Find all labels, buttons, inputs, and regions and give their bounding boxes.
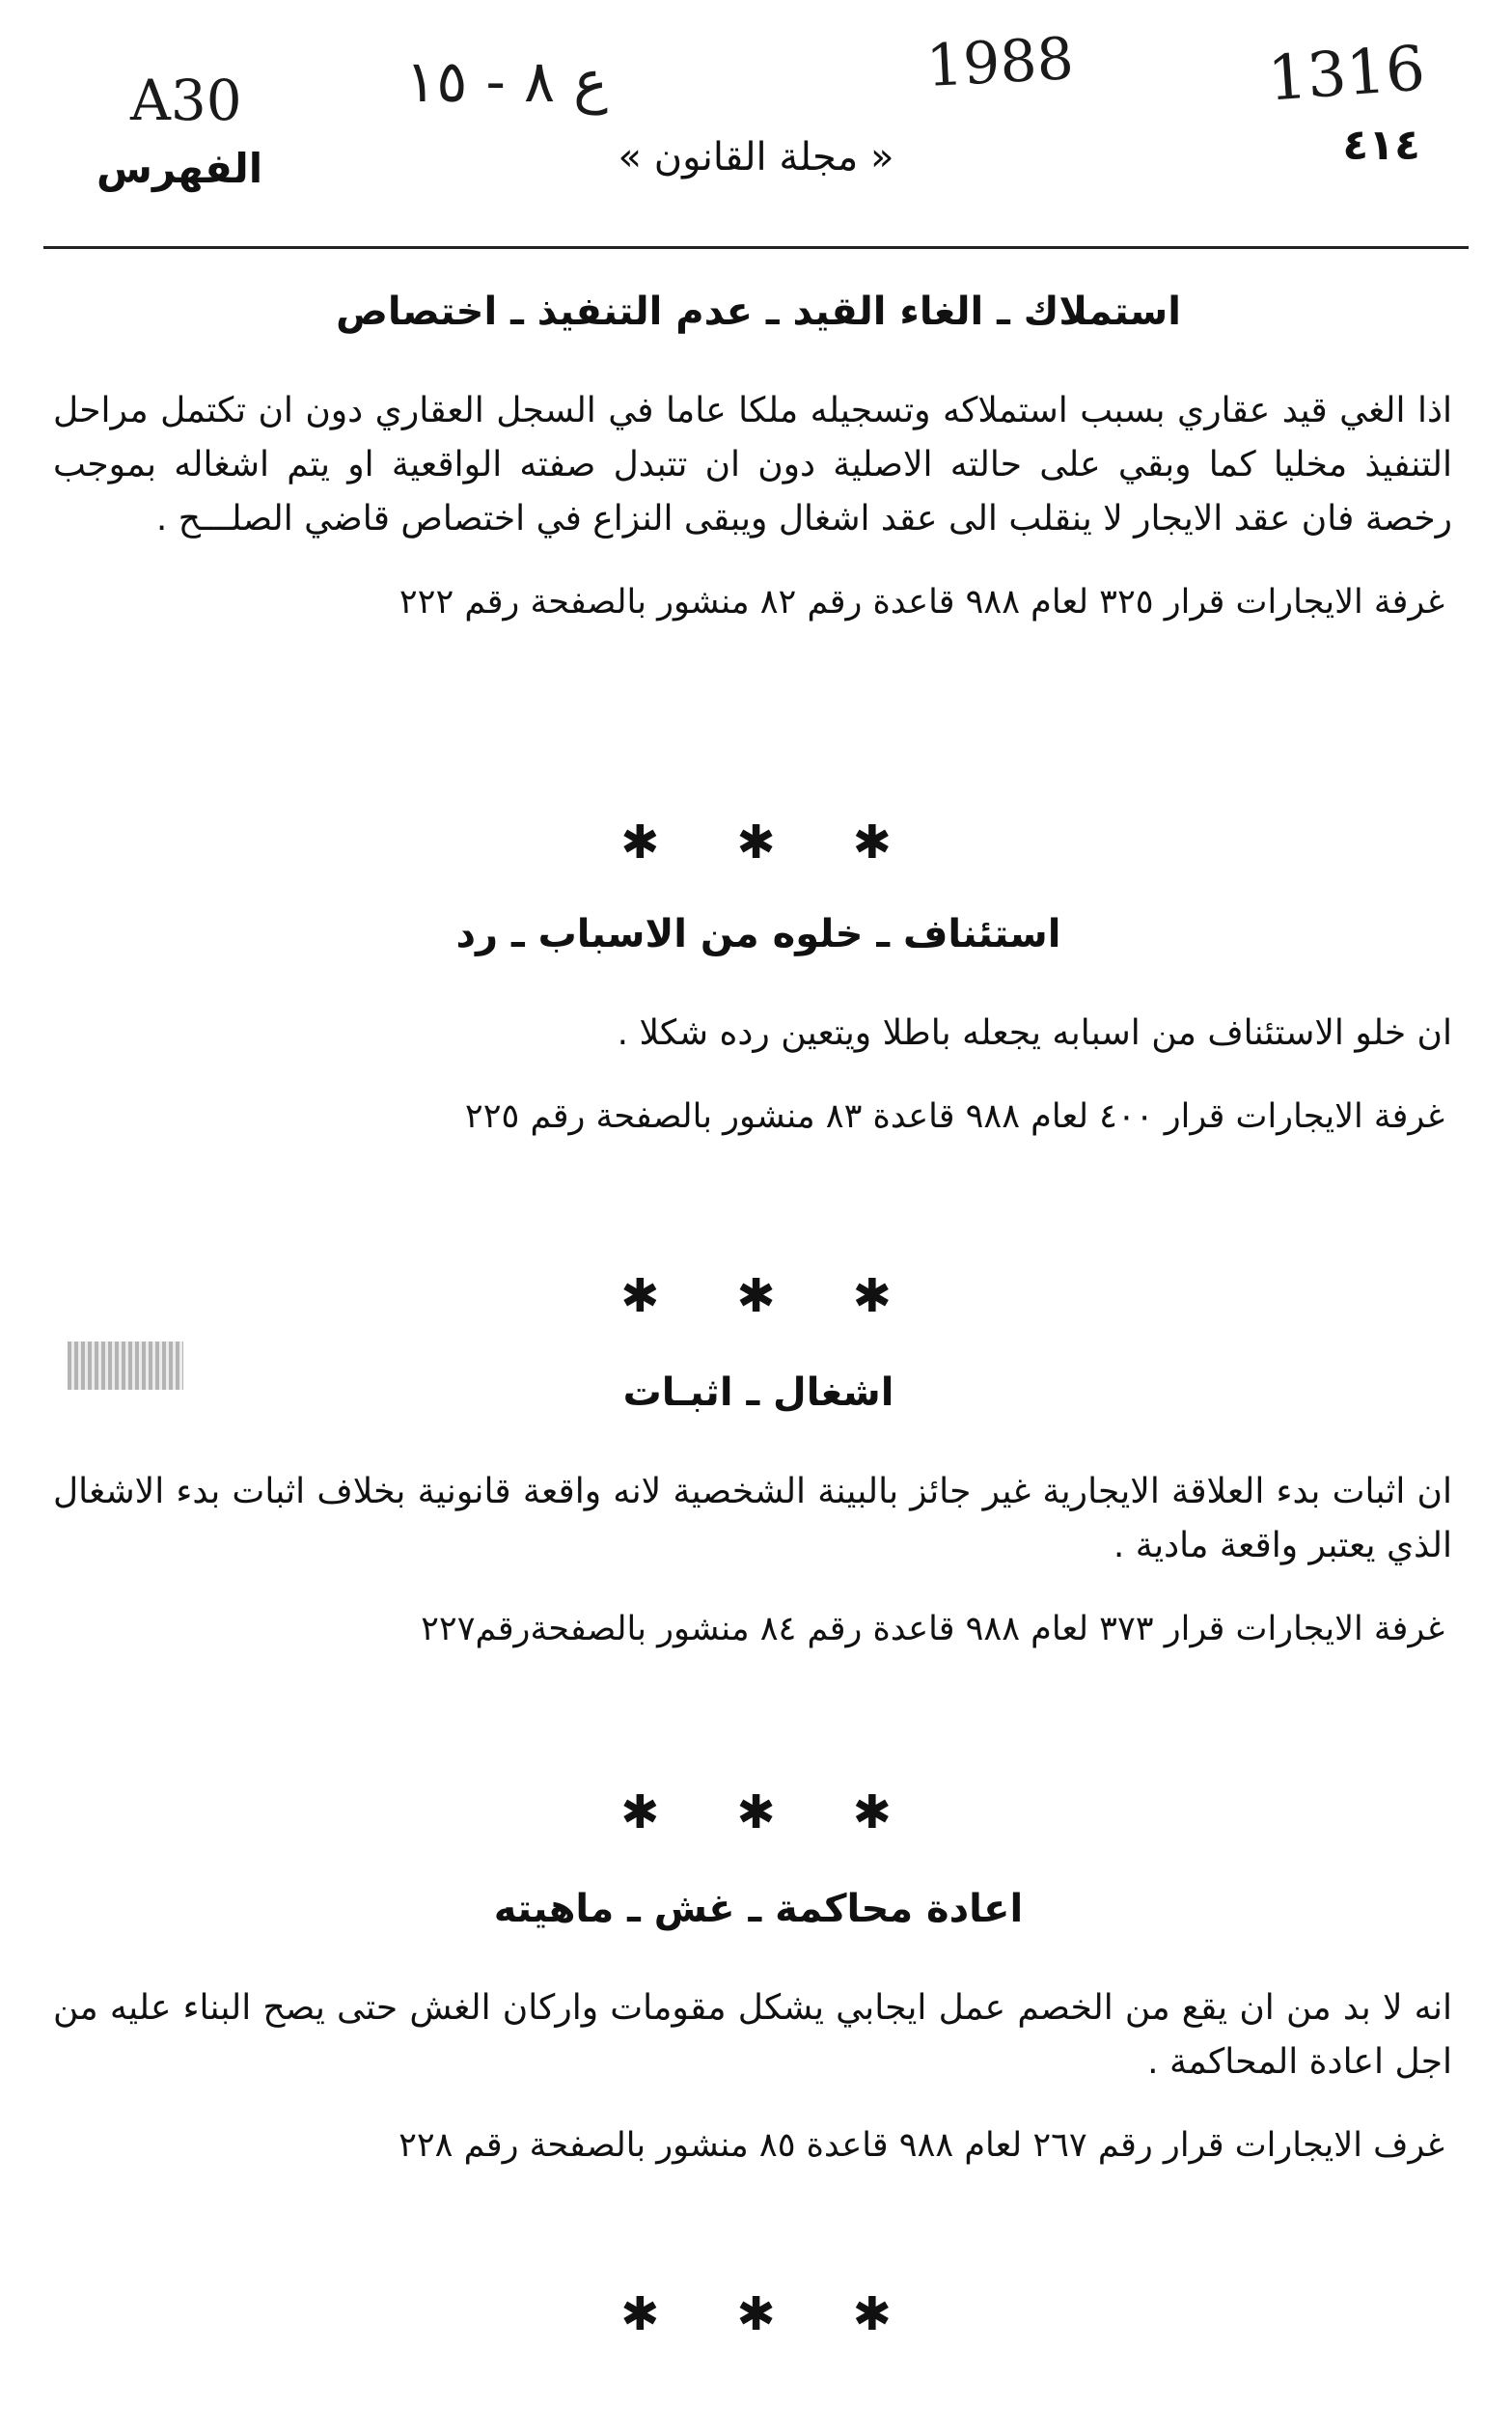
stars-separator: ✱✱✱ — [620, 2287, 969, 2341]
section-occupancy — [53, 1370, 1464, 1656]
section-title: اشغال ـ اثبـات — [622, 1370, 894, 1415]
section-reference: غرف الايجارات قرار رقم ٢٦٧ لعام ٩٨٨ قاعدة ٨٥ منشور بالصفحة رقم ٢٢٨ — [399, 2126, 1444, 2165]
handwritten-page-mark: 1316 — [1265, 33, 1428, 116]
section-reference: غرفة الايجارات قرار ٣٧٣ لعام ٩٨٨ قاعدة رقم ٨٤ منشور بالصفحةرقم٢٢٧ — [421, 1610, 1444, 1648]
stars-separator: ✱✱✱ — [620, 1785, 969, 1839]
handwritten-reference: ع ٨ - ١٥ — [405, 48, 608, 116]
section-reference: غرفة الايجارات قرار ٣٢٥ لعام ٩٨٨ قاعدة رقم ٨٢ منشور بالصفحة رقم ٢٢٢ — [399, 583, 1444, 622]
section-title: استئناف ـ خلوه من الاسباب ـ رد — [455, 912, 1061, 956]
journal-title: « مجلة القانون » — [618, 135, 894, 180]
section-appeal — [53, 912, 1464, 1144]
section-title: اعادة محاكمة ـ غش ـ ماهيته — [493, 1887, 1024, 1931]
stars-separator: ✱✱✱ — [620, 1269, 969, 1323]
section-body: اذا الغي قيد عقاري بسبب استملاكه وتسجيله ملكا عاما في السجل العقاري دون ان تكتمل مراحل التنفيذ مخليا كما وبقي على حالته الاصلية دون ان تتبدل صفته الواقعية او يتم اشغاله بموجب رخصة فان عقد الايجار لا ينقلب الى عقد اشغال ويبقى النزاع في اختصاص قاضي الصلـــح . — [53, 391, 1452, 539]
section-title: استملاك ـ الغاء القيد ـ عدم التنفيذ ـ اختصاص — [336, 290, 1181, 334]
section-body: ان خلو الاستئناف من اسبابه يجعله باطلا ويتعين رده شكلا . — [617, 1013, 1452, 1053]
page-number: ٤١٤ — [1342, 121, 1420, 170]
handwritten-a30: A30 — [130, 68, 242, 133]
section-body: انه لا بد من ان يقع من الخصم عمل ايجابي يشكل مقومات واركان الغش حتى يصح البناء عليه من اجل اعادة المحاكمة . — [53, 1988, 1452, 2082]
index-label: الفهرس — [96, 145, 263, 192]
handwritten-year: 1988 — [924, 25, 1076, 100]
section-reference: غرفة الايجارات قرار ٤٠٠ لعام ٩٨٨ قاعدة ٨٣ منشور بالصفحة رقم ٢٢٥ — [464, 1097, 1444, 1136]
header-divider — [43, 246, 1469, 249]
section-expropriation — [53, 290, 1464, 629]
stars-separator: ✱✱✱ — [620, 816, 969, 870]
section-body: ان اثبات بدء العلاقة الايجارية غير جائز بالبينة الشخصية لانه واقعة قانونية بخلاف اثبات بدء الاشغال الذي يعتبر واقعة مادية . — [53, 1472, 1452, 1565]
section-retrial — [53, 1887, 1464, 2172]
